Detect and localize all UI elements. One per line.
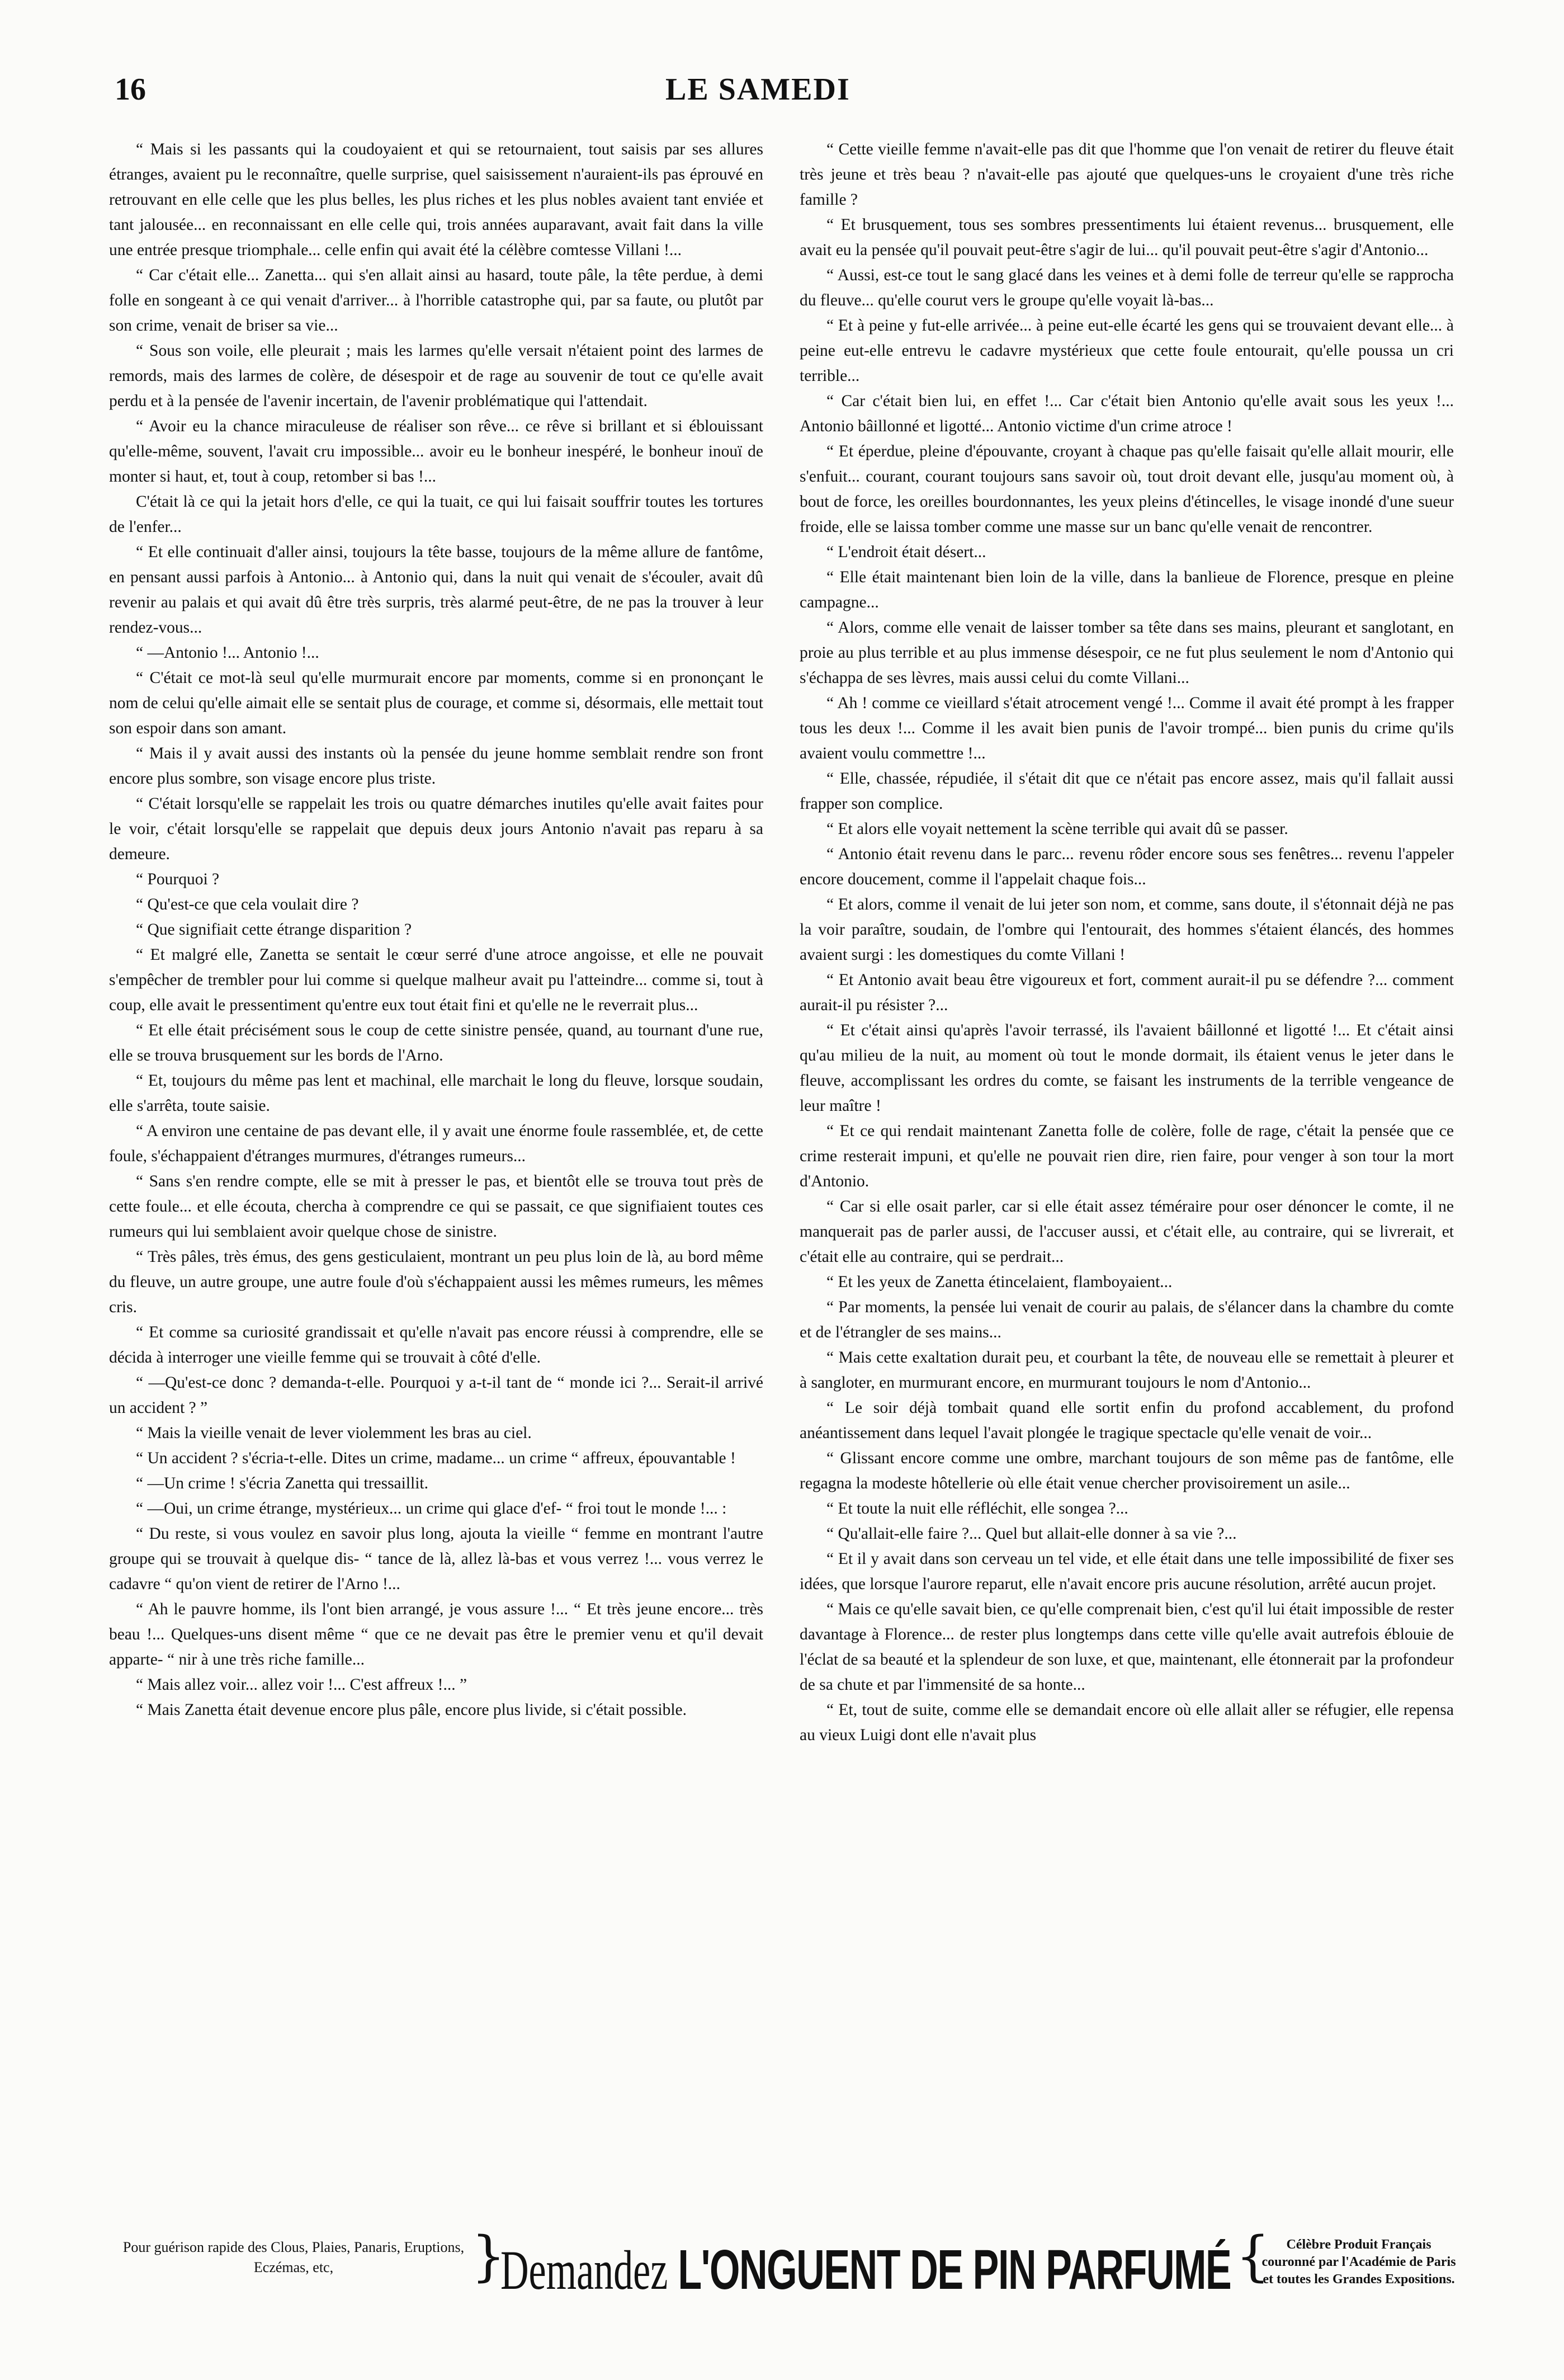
article-paragraph: “ Ah ! comme ce vieillard s'était atrocement vengé !... Comme il avait été prompt à les frapper tous les deux !... Comme il les avait bien punis de l'avoir trompé... bien punis du crime qu'ils avaient voulu commettre !... (800, 694, 1454, 762)
article-paragraph: “ Sans s'en rendre compte, elle se mit à presser le pas, et bientôt elle se trouva tout près de cette foule... et elle écouta, chercha à comprendre ce qui se passait, ce que signifiaient toutes ces rumeurs qui lui semblaient avoir quelque chose de sinistre. (109, 1172, 763, 1241)
article-paragraph: “ Elle, chassée, répudiée, il s'était dit que ce n'était pas encore assez, mais qu'il fallait aussi frapper son complice. (800, 770, 1454, 813)
article-paragraph: “ Un accident ? s'écria-t-elle. Dites un crime, madame... un crime “ affreux, épouvantable ! (136, 1449, 736, 1467)
article-paragraph: “ C'était ce mot-là seul qu'elle murmurait encore par moments, comme si en prononçant le nom de celui qu'elle aimait elle se sentait plus de courage, et comme si, désormais, elle mettait tout son espoir dans son amant. (109, 669, 763, 737)
article-paragraph: “ Sous son voile, elle pleurait ; mais les larmes qu'elle versait n'étaient point des larmes de remords, mais des larmes de colère, de désespoir et de rage au souvenir de tout ce qu'elle avait perdu et à la pensée de l'avenir incertain, de l'avenir problématique qui l'attendait. (109, 342, 763, 410)
article-paragraph: “ Que signifiait cette étrange disparition ? (136, 921, 412, 939)
article-paragraph: “ Et éperdue, pleine d'épouvante, croyant à chaque pas qu'elle faisait qu'elle allait mourir, elle s'enfuit... courant, courant toujours sans savoir où, tout droit devant elle, jusqu'au moment où, à bout de force, les oreilles bourdonnantes, les yeux pleins d'étincelles, le visage inondé d'une sueur froide, elle se laissa tomber comme une masse sur un banc qu'elle venait de rencontrer. (800, 442, 1454, 536)
article-paragraph: “ Mais cette exaltation durait peu, et courbant la tête, de nouveau elle se remettait à pleurer et à sangloter, en murmurant encore, en murmurant toujours le nom d'Antonio... (800, 1349, 1454, 1392)
article-paragraph: “ Mais allez voir... allez voir !... C'est affreux !... ” (136, 1676, 467, 1694)
advertisement (115, 2225, 1457, 2316)
ad-product-name: L'ONGUENT DE PIN PARFUMÉ (678, 2238, 1231, 2301)
ad-call-to-action: Demandez (500, 2239, 668, 2301)
article-paragraph: “ Et elle était précisément sous le coup de cette sinistre pensée, quand, au tournant d'une rue, elle se trouva brusquement sur les bords de l'Arno. (109, 1021, 763, 1064)
article-paragraph: “ Et Antonio avait beau être vigoureux et fort, comment aurait-il pu se défendre ?... comment aurait-il pu résister ?... (800, 971, 1454, 1014)
article-paragraph: “ Pourquoi ? (136, 870, 220, 888)
article-paragraph: “ Et toute la nuit elle réfléchit, elle songea ?... (826, 1500, 1128, 1517)
article-paragraph: “ Qu'est-ce que cela voulait dire ? (136, 896, 359, 913)
article-paragraph: “ —Qu'est-ce donc ? demanda-t-elle. Pourquoi y a-t-il tant de “ monde ici ?... Serait-il arrivé un accident ? ” (109, 1374, 763, 1417)
article-columns (109, 137, 1454, 2212)
running-title: LE SAMEDI (665, 72, 850, 107)
article-paragraph: “ Et à peine y fut-elle arrivée... à peine eut-elle écarté les gens qui se trouvaient devant elle... à peine eut-elle entrevu le cadavre mystérieux que cette foule entourait, qu'elle poussa un cri terrible... (800, 317, 1454, 385)
article-paragraph: “ Aussi, est-ce tout le sang glacé dans les veines et à demi folle de terreur qu'elle se rapprocha du fleuve... qu'elle courut vers le groupe qu'elle voyait là-bas... (800, 266, 1454, 309)
page-header (0, 0, 1564, 134)
article-paragraph: “ Mais Zanetta était devenue encore plus pâle, encore plus livide, si c'était possible. (136, 1701, 687, 1719)
article-paragraph: “ Et malgré elle, Zanetta se sentait le cœur serré d'une atroce angoisse, et elle ne pouvait s'empêcher de trembler pour lui comme si quelque malheur avait pu l'atteindre... comme si, tout à coup, elle avait le pressentiment qu'entre eux tout était fini et qu'elle ne le reverrait plus... (109, 946, 763, 1014)
article-paragraph: “ Mais il y avait aussi des instants où la pensée du jeune homme semblait rendre son front encore plus sombre, son visage encore plus triste. (109, 744, 763, 788)
article-paragraph: “ Antonio était revenu dans le parc... revenu rôder encore sous ses fenêtres... revenu l'appeler encore doucement, comme il l'appelait chaque fois... (800, 845, 1454, 888)
article-paragraph: “ Du reste, si vous voulez en savoir plus long, ajouta la vieille “ femme en montrant l'autre groupe qui se trouvait à quelque dis- “ tance de là, allez là-bas et vous verrez !... vous verrez le cadavre “ qu'on vient de retirer de l'Arno !... (109, 1525, 763, 1593)
article-paragraph: “ Car c'était elle... Zanetta... qui s'en allait ainsi au hasard, toute pâle, la tête perdue, à demi folle en songeant à ce qui venait d'arriver... à l'horrible catastrophe qui, par sa faute, ou plutôt par son crime, venait de briser sa vie... (109, 266, 763, 334)
article-paragraph: “ Et brusquement, tous ses sombres pressentiments lui étaient revenus... brusquement, elle avait eu la pensée qu'il pouvait peut-être s'agir de lui... qu'il pouvait peut-être s'agir d'Antonio... (800, 216, 1454, 259)
article-column-left (109, 137, 763, 2212)
article-paragraph: “ Et il y avait dans son cerveau un tel vide, et elle était dans une telle impossibilité de fixer ses idées, que lorsque l'aurore reparut, elle n'avait encore pris aucune résolution, arrêté aucun projet. (800, 1550, 1454, 1593)
page-number: 16 (115, 72, 146, 107)
article-paragraph: “ Et, toujours du même pas lent et machinal, elle marchait le long du fleuve, lorsque soudain, elle s'arrêta, toute saisie. (109, 1072, 763, 1115)
article-paragraph: “ Glissant encore comme une ombre, marchant toujours de son même pas de fantôme, elle regagna la modeste hôtellerie où elle était venue chercher provisoirement un asile... (800, 1449, 1454, 1492)
ad-left-text: Pour guérison rapide des Clous, Plaies, Panaris, Eruptions, Eczémas, etc, (122, 2239, 465, 2275)
article-paragraph: “ Très pâles, très émus, des gens gesticulaient, montrant un peu plus loin de là, au bord même du fleuve, un autre groupe, une autre foule d'où s'échappaient aussi les mêmes rumeurs, les mêmes cris. (109, 1248, 763, 1316)
article-paragraph: “ Mais si les passants qui la coudoyaient et qui se retournaient, tout saisis par ses allures étranges, avaient pu le reconnaître, quelle surprise, quel saisissement n'auraient-ils pas éprouvé en retrouvant en elle celle que les plus belles, les plus riches et les plus nobles avaient tant enviée et tant jalousée... en reconnaissant en elle celle qui, trois années auparavant, avait fait dans la ville une entrée presque triomphale... celle enfin qui avait été la célèbre comtesse Villani !... (109, 140, 763, 259)
article-paragraph: “ Mais ce qu'elle savait bien, ce qu'elle comprenait bien, c'est qu'il lui était impossible de rester davantage à Florence... de rester plus longtemps dans cette ville qu'elle avait autrefois éblouie de l'éclat de sa beauté et la splendeur de son luxe, et que, maintenant, elle étonnerait par la profondeur de sa chute et par l'immensité de sa honte... (800, 1600, 1454, 1694)
article-paragraph: “ Et elle continuait d'aller ainsi, toujours la tête basse, toujours de la même allure de fantôme, en pensant aussi parfois à Antonio... à Antonio qui, dans la nuit qui venait de s'écouler, avait dû revenir au palais et qui avait dû être très surpris, très alarmé peut-être, de ne pas la trouver à leur rendez-vous... (109, 543, 763, 637)
article-paragraph: “ Car si elle osait parler, car si elle était assez téméraire pour oser dénoncer le comte, il ne manquerait pas de parler aussi, de l'accuser aussi, et c'était elle, au contraire, qui se livrerait, et c'était elle au contraire, qui se perdrait... (800, 1198, 1454, 1266)
article-paragraph: “ Cette vieille femme n'avait-elle pas dit que l'homme que l'on venait de retirer du fleuve était très jeune et très beau ? n'avait-elle pas ajouté que quelques-uns le croyaient d'une très riche famille ? (800, 140, 1454, 209)
article-paragraph: “ Et les yeux de Zanetta étincelaient, flamboyaient... (826, 1273, 1173, 1291)
article-paragraph: “ Et alors elle voyait nettement la scène terrible qui avait dû se passer. (826, 820, 1288, 838)
article-paragraph: “ Le soir déjà tombait quand elle sortit enfin du profond accablement, du profond anéantissement dans lequel l'avait plongée le tragique spectacle qu'elle venait de voir... (800, 1399, 1454, 1442)
article-paragraph: “ Elle était maintenant bien loin de la ville, dans la banlieue de Florence, presque en pleine campagne... (800, 568, 1454, 611)
ad-brace-right: { (1236, 2225, 1270, 2288)
article-paragraph: “ Qu'allait-elle faire ?... Quel but allait-elle donner à sa vie ?... (826, 1525, 1237, 1543)
article-paragraph: C'était là ce qui la jetait hors d'elle, ce qui la tuait, ce qui lui faisait souffrir toutes les tortures de l'enfer... (109, 493, 763, 536)
article-paragraph: “ Et comme sa curiosité grandissait et qu'elle n'avait pas encore réussi à comprendre, elle se décida à interroger une vieille femme qui se trouvait à côté d'elle. (109, 1323, 763, 1366)
article-paragraph: “ Et alors, comme il venait de lui jeter son nom, et comme, sans doute, il s'étonnait déjà ne pas la voir paraître, soudain, de l'ombre qui l'entourait, des hommes s'étaient élancés, des hommes avaient surgi : les domestiques du comte Villani ! (800, 896, 1454, 964)
article-paragraph: “ Par moments, la pensée lui venait de courir au palais, de s'élancer dans la chambre du comte et de l'étrangler de ses mains... (800, 1298, 1454, 1341)
article-paragraph: “ Car c'était bien lui, en effet !... Car c'était bien Antonio qu'elle avait sous les yeux !... Antonio bâillonné et ligotté... Antonio victime d'un crime atroce ! (800, 392, 1454, 435)
article-paragraph: “ —Antonio !... Antonio !... (136, 644, 319, 662)
article-column-right (800, 137, 1454, 2212)
article-paragraph: “ Et c'était ainsi qu'après l'avoir terrassé, ils l'avaient bâillonné et ligotté !... Et c'était ainsi qu'au milieu de la nuit, au moment où tout le monde dormait, ils étaient venus le jeter dans le fleuve, accomplissant les ordres du comte, se faisant les instruments de la terrible vengeance de leur maître ! (800, 1021, 1454, 1115)
ad-headline (500, 2238, 1231, 2301)
article-paragraph: “ Et ce qui rendait maintenant Zanetta folle de colère, folle de rage, c'était la pensée que ce crime resterait impuni, et qu'elle ne pouvait rien dire, rien faire, pour venger à son tour la mort d'Antonio. (800, 1122, 1454, 1190)
article-paragraph: “ A environ une centaine de pas devant elle, il y avait une énorme foule rassemblée, et, de cette foule, s'échappaient d'étranges murmures, d'étranges rumeurs... (109, 1122, 763, 1165)
ad-right-text: Célèbre Produit Français couronné par l'Académie de Paris et toutes les Grandes Expositions. (1261, 2237, 1456, 2287)
ad-brace-left: } (471, 2225, 506, 2288)
article-paragraph: “ L'endroit était désert... (826, 543, 986, 561)
article-paragraph: “ Mais la vieille venait de lever violemment les bras au ciel. (136, 1424, 532, 1442)
article-paragraph: “ —Oui, un crime étrange, mystérieux... un crime qui glace d'ef- “ froi tout le monde !... : (136, 1500, 727, 1517)
article-paragraph: “ Et, tout de suite, comme elle se demandait encore où elle allait aller se réfugier, elle repensa au vieux Luigi dont elle n'avait plus (800, 1701, 1454, 1744)
article-paragraph: “ Avoir eu la chance miraculeuse de réaliser son rêve... ce rêve si brillant et si éblouissant qu'elle-même, souvent, l'avait cru impossible... avoir eu le bonheur inespéré, le bonheur inouï de monter si haut, et, tout à coup, retomber si bas !... (109, 417, 763, 486)
article-paragraph: “ Ah le pauvre homme, ils l'ont bien arrangé, je vous assure !... “ Et très jeune encore... très beau !... Quelques-uns disent même “ que ce ne devait pas être le premier venu et qu'il devait apparte- “ nir à une très riche famille... (109, 1600, 763, 1669)
article-paragraph: “ —Un crime ! s'écria Zanetta qui tressaillit. (136, 1474, 429, 1492)
article-paragraph: “ Alors, comme elle venait de laisser tomber sa tête dans ses mains, pleurant et sanglotant, en proie au plus terrible et au plus immense désespoir, ce ne fut plus seulement le nom d'Antonio qui s'échappa de ses lèvres, mais aussi celui du comte Villani... (800, 619, 1454, 687)
article-paragraph: “ C'était lorsqu'elle se rappelait les trois ou quatre démarches inutiles qu'elle avait faites pour le voir, c'était lorsqu'elle se rappelait que depuis deux jours Antonio n'avait pas reparu à sa demeure. (109, 795, 763, 863)
